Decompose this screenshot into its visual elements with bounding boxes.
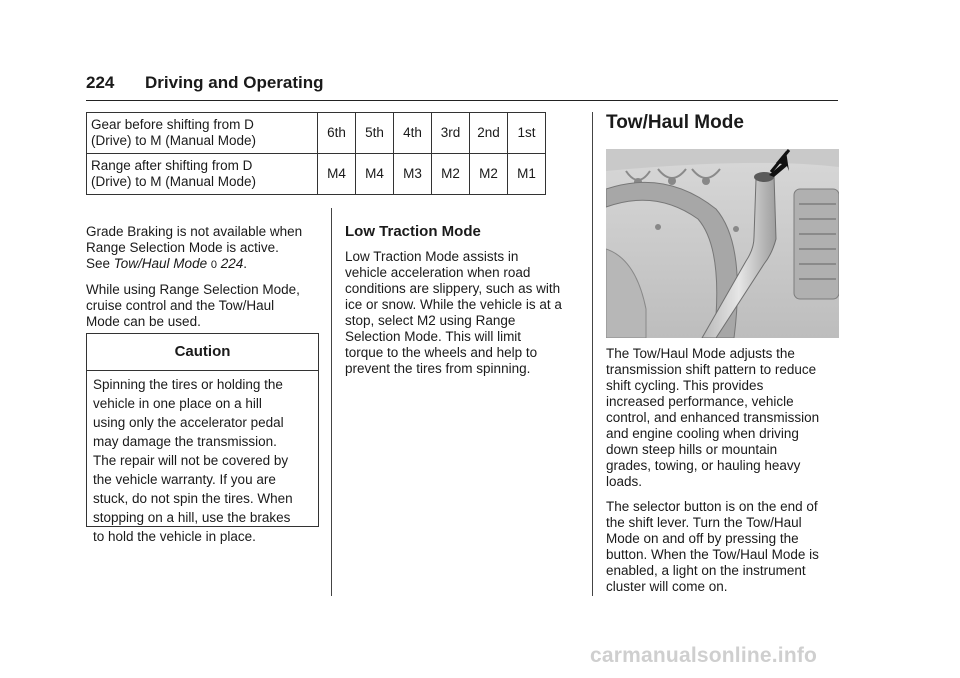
table-cell: M2 — [432, 154, 470, 195]
paragraph — [606, 346, 840, 490]
table-row-label — [87, 154, 318, 195]
table-cell: M1 — [508, 154, 546, 195]
table-cell: 2nd — [470, 113, 508, 154]
caution-title: Caution — [174, 343, 231, 360]
paragraph — [345, 249, 581, 377]
text-line: While using Range Selection Mode, — [86, 282, 300, 297]
text-line: stuck, do not spin the tires. When — [93, 491, 293, 506]
text-line: stopping on a hill, use the brakes — [93, 510, 291, 525]
text-line: ice or snow. While the vehicle is at a — [345, 297, 562, 312]
text-line: The repair will not be covered by — [93, 453, 289, 468]
column-divider — [331, 208, 332, 596]
watermark: carmanualsonline.info — [590, 644, 818, 667]
table-row-label — [87, 113, 318, 154]
shift-lever-photo — [606, 149, 839, 338]
text-line: Grade Braking is not available when — [86, 224, 303, 239]
column-middle — [345, 224, 581, 386]
text-line: Range Selection Mode is active. — [86, 240, 279, 255]
table-cell: M3 — [394, 154, 432, 195]
text-line: stop, select M2 using Range — [345, 313, 516, 328]
punctuation: . — [243, 256, 248, 271]
column-right — [606, 346, 840, 604]
text-line: cluster will come on. — [606, 579, 728, 594]
column-left — [86, 224, 322, 339]
text-line: conditions are slippery, such as with — [345, 281, 561, 296]
text-line: loads. — [606, 474, 643, 489]
shift-lever-illustration — [606, 149, 839, 338]
text-line: shift cycling. This provides — [606, 378, 764, 393]
text-line: using only the accelerator pedal — [93, 415, 284, 430]
text-line: to hold the vehicle in place. — [93, 529, 256, 544]
table-cell: M4 — [318, 154, 356, 195]
text-line: The selector button is on the end of — [606, 499, 818, 514]
text-line: the shift lever. Turn the Tow/Haul — [606, 515, 802, 530]
text-line: vehicle acceleration when road — [345, 265, 531, 280]
table-cell: 6th — [318, 113, 356, 154]
text-line: prevent the tires from spinning. — [345, 361, 531, 376]
text-line: down steep hills or mountain — [606, 442, 778, 457]
caution-box — [86, 333, 319, 544]
gear-range-table — [86, 112, 546, 195]
label-line: (Drive) to M (Manual Mode) — [91, 174, 257, 189]
table-row — [87, 113, 546, 154]
table-cell: 4th — [394, 113, 432, 154]
table-cell: M4 — [356, 154, 394, 195]
table-cell: 1st — [508, 113, 546, 154]
text-line: Mode can be used. — [86, 314, 201, 329]
page-ref-symbol: 0 — [210, 259, 217, 271]
paragraph — [606, 499, 840, 595]
cross-reference-link[interactable] — [114, 256, 244, 271]
text-line: cruise control and the Tow/Haul — [86, 298, 275, 313]
text-line: transmission shift pattern to reduce — [606, 362, 817, 377]
table-row — [87, 154, 546, 195]
paragraph — [86, 224, 322, 273]
text-line: button. When the Tow/Haul Mode is — [606, 547, 819, 562]
label-line: Gear before shifting from D — [91, 117, 254, 132]
text-line: grades, towing, or hauling heavy — [606, 458, 801, 473]
text-line: enabled, a light on the instrument — [606, 563, 806, 578]
section-heading: Low Traction Mode — [345, 223, 481, 240]
label-line: (Drive) to M (Manual Mode) — [91, 133, 257, 148]
caution-body — [93, 375, 312, 546]
table-cell: 5th — [356, 113, 394, 154]
column-divider — [592, 112, 593, 596]
link-page: 224 — [220, 256, 244, 271]
caution-divider — [87, 370, 318, 371]
link-title: Tow/Haul Mode — [113, 256, 208, 271]
text-line: See — [86, 256, 114, 271]
text-line: Selection Mode. This will limit — [345, 329, 522, 344]
page-number: 224 — [86, 73, 115, 92]
page-header — [86, 70, 838, 101]
section-heading: Tow/Haul Mode — [606, 112, 744, 133]
text-line: The Tow/Haul Mode adjusts the — [606, 346, 795, 361]
text-line: torque to the wheels and help to — [345, 345, 538, 360]
text-line: control, and enhanced transmission — [606, 410, 820, 425]
text-line: may damage the transmission. — [93, 434, 277, 449]
text-line: Spinning the tires or holding the — [93, 377, 283, 392]
text-line: vehicle in one place on a hill — [93, 396, 262, 411]
label-line: Range after shifting from D — [91, 158, 253, 173]
text-line: the vehicle warranty. If you are — [93, 472, 276, 487]
table-cell: 3rd — [432, 113, 470, 154]
text-line: Mode on and off by pressing the — [606, 531, 799, 546]
table-cell: M2 — [470, 154, 508, 195]
paragraph — [86, 282, 322, 330]
text-line: and engine cooling when driving — [606, 426, 799, 441]
text-line: increased performance, vehicle — [606, 394, 794, 409]
text-line: Low Traction Mode assists in — [345, 249, 519, 264]
section-title: Driving and Operating — [145, 73, 324, 92]
